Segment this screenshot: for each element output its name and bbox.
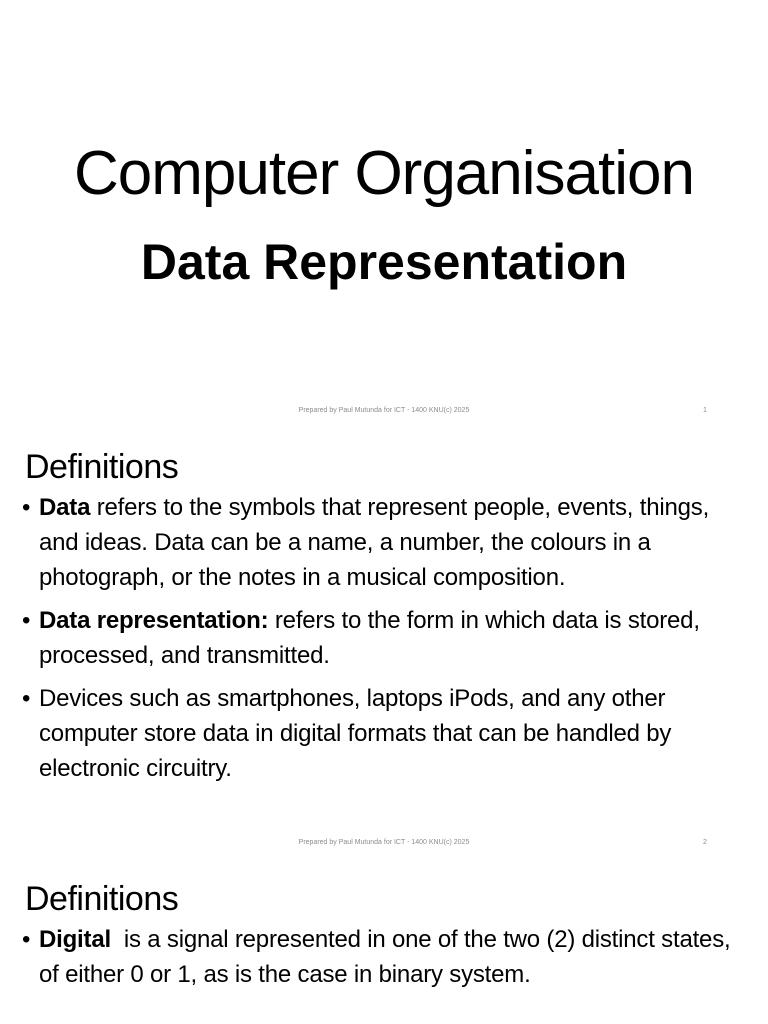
bullet-term: Data representation: — [39, 607, 269, 634]
bullet-icon: • — [22, 926, 31, 953]
footer-text: Prepared by Paul Mutunda for ICT - 1400 KNU(c) 2025 — [298, 407, 470, 414]
bullet-term: Data — [39, 494, 91, 521]
bullet-icon: • — [22, 685, 31, 712]
bullet-text: Devices such as smartphones, laptops iPods, and any other computer store data in digital formats that can be handled by electronic circuitry. — [39, 685, 672, 782]
bullet-text: refers to the symbols that represent people, events, things, and ideas. Data can be a name, a number, the colours in a photograph, or the notes in a musical composition. — [39, 494, 710, 591]
slide-3 — [0, 864, 768, 1024]
slide-footer — [0, 405, 768, 419]
bullet-item — [22, 922, 738, 992]
slide-title: Computer Organisation — [74, 139, 694, 208]
bullet-item — [22, 681, 738, 786]
bullet-item — [22, 603, 738, 673]
slide-1 — [0, 0, 768, 432]
slide-heading: Definitions — [25, 448, 179, 486]
slide-subtitle: Data Representation — [140, 234, 628, 290]
bullet-list — [22, 490, 738, 794]
bullet-text: refers to the form in which data is stored, processed, and transmitted. — [39, 607, 700, 669]
slide-footer — [0, 837, 768, 851]
bullet-item — [22, 490, 738, 595]
bullet-icon: • — [22, 494, 31, 521]
bullet-icon: • — [22, 607, 31, 634]
bullet-term: Digital — [39, 926, 111, 953]
slide-2 — [0, 432, 768, 864]
page-number: 1 — [703, 407, 707, 414]
footer-text: Prepared by Paul Mutunda for ICT - 1400 KNU(c) 2025 — [298, 839, 470, 846]
bullet-list — [22, 922, 738, 1000]
page-number: 2 — [703, 839, 707, 846]
slide-heading: Definitions — [25, 880, 179, 918]
bullet-text: is a signal represented in one of the two (2) distinct states, of either 0 or 1, as is the case in binary system. — [39, 926, 737, 988]
